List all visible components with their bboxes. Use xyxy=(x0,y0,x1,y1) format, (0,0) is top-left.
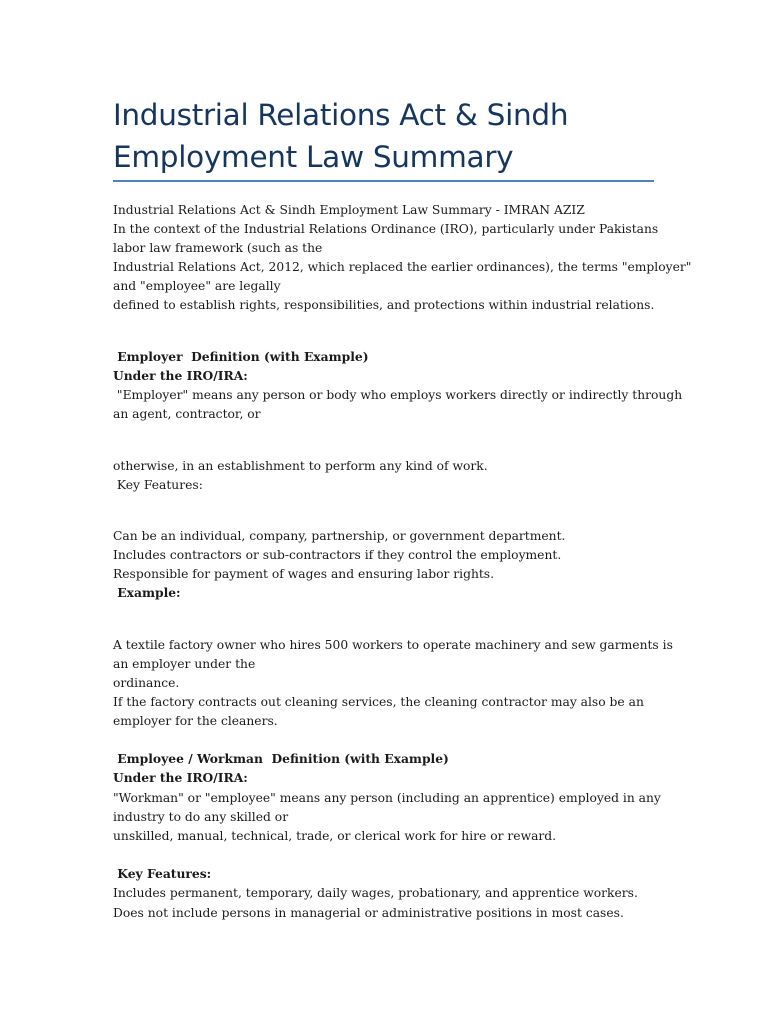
employee-subheading: Under the IRO/IRA: xyxy=(113,770,248,785)
employer-features-heading: Key Features: xyxy=(113,478,203,492)
employee-definition-line-3: unskilled, manual, technical, trade, or clerical work for hire or reward. xyxy=(113,829,557,843)
employer-definition-line-3: otherwise, in an establishment to perform any kind of work. xyxy=(113,459,488,473)
employer-example-line-4: If the factory contracts out cleaning services, the cleaning contractor may also be an xyxy=(113,695,644,709)
intro-line-4: Industrial Relations Act, 2012, which replaced the earlier ordinances), the terms "employer" xyxy=(113,260,692,274)
employer-subheading: Under the IRO/IRA: xyxy=(113,368,248,383)
intro-line-3: labor law framework (such as the xyxy=(113,241,323,255)
page-title xyxy=(113,94,673,178)
employer-example-line-2: an employer under the xyxy=(113,657,256,671)
employer-example-line-3: ordinance. xyxy=(113,676,180,690)
employee-definition-line-2: industry to do any skilled or xyxy=(113,810,289,824)
title-line-2: Employment Law Summary xyxy=(113,140,514,174)
employee-features-heading: Key Features: xyxy=(113,866,212,881)
employer-feature-1: Can be an individual, company, partnership, or government department. xyxy=(113,529,566,543)
employer-example-line-5: employer for the cleaners. xyxy=(113,714,278,728)
intro-line-2: In the context of the Industrial Relations Ordinance (IRO), particularly under Pakistans xyxy=(113,222,659,236)
employee-heading: Employee / Workman Definition (with Example) xyxy=(113,751,449,766)
employer-heading: Employer Definition (with Example) xyxy=(113,349,369,364)
intro-line-1: Industrial Relations Act & Sindh Employment Law Summary - IMRAN AZIZ xyxy=(113,203,585,217)
title-line-1: Industrial Relations Act & Sindh xyxy=(113,98,569,132)
employee-feature-1: Includes permanent, temporary, daily wages, probationary, and apprentice workers. xyxy=(113,886,638,900)
employer-example-heading: Example: xyxy=(113,585,181,600)
employer-feature-2: Includes contractors or sub-contractors if they control the employment. xyxy=(113,548,562,562)
employee-feature-2: Does not include persons in managerial or administrative positions in most cases. xyxy=(113,906,624,920)
employer-feature-3: Responsible for payment of wages and ensuring labor rights. xyxy=(113,567,495,581)
employee-definition-line-1: "Workman" or "employee" means any person (including an apprentice) employed in any xyxy=(113,791,661,805)
employer-example-line-1: A textile factory owner who hires 500 workers to operate machinery and sew garments is xyxy=(113,638,673,652)
intro-line-5: and "employee" are legally xyxy=(113,279,281,293)
intro-line-6: defined to establish rights, responsibilities, and protections within industrial relations. xyxy=(113,298,655,312)
employer-definition-line-2: an agent, contractor, or xyxy=(113,407,261,421)
employer-definition-line-1: "Employer" means any person or body who employs workers directly or indirectly through xyxy=(113,388,683,402)
title-underline xyxy=(113,180,654,182)
